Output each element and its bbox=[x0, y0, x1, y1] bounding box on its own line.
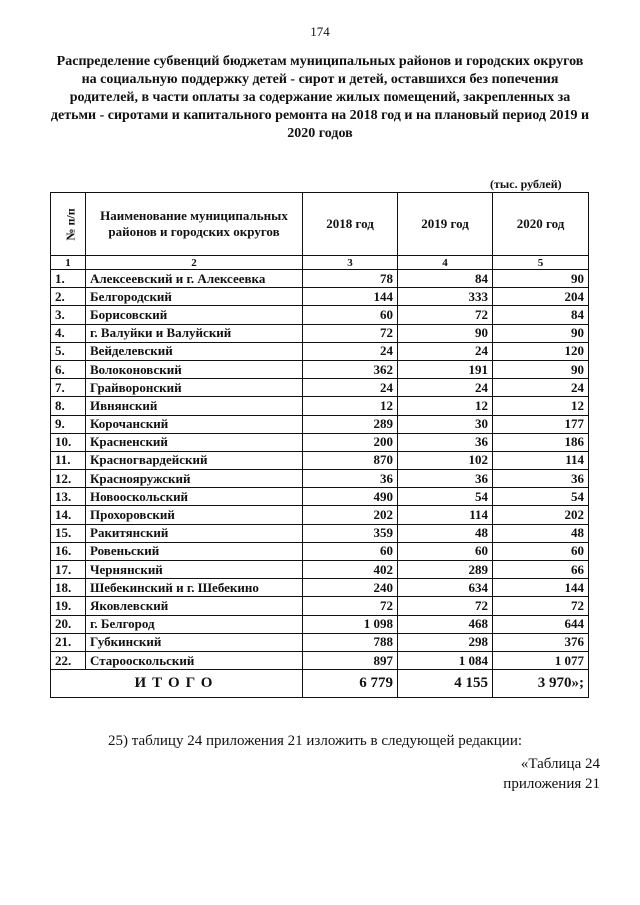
row-number: 4. bbox=[51, 324, 86, 342]
value-2019: 24 bbox=[398, 342, 493, 360]
table-header-row bbox=[51, 193, 589, 256]
value-2020: 48 bbox=[493, 524, 589, 542]
column-number: 5 bbox=[493, 256, 589, 270]
district-name: Алексеевский и г. Алексеевка bbox=[86, 270, 303, 288]
column-number: 3 bbox=[303, 256, 398, 270]
header-name: Наименование муниципальных районов и городских округов bbox=[86, 193, 303, 256]
column-numbers-row bbox=[51, 256, 589, 270]
district-name: Старооскольский bbox=[86, 651, 303, 669]
row-number: 14. bbox=[51, 506, 86, 524]
amendment-note: 25) таблицу 24 приложения 21 изложить в следующей редакции: bbox=[108, 733, 523, 749]
table-row bbox=[51, 288, 589, 306]
row-number: 2. bbox=[51, 288, 86, 306]
table-row bbox=[51, 360, 589, 378]
value-2020: 54 bbox=[493, 488, 589, 506]
value-2020: 84 bbox=[493, 306, 589, 324]
district-name: Яковлевский bbox=[86, 597, 303, 615]
row-number: 10. bbox=[51, 433, 86, 451]
value-2019: 191 bbox=[398, 360, 493, 378]
value-2018: 200 bbox=[303, 433, 398, 451]
value-2019: 298 bbox=[398, 633, 493, 651]
row-number: 1. bbox=[51, 270, 86, 288]
value-2020: 90 bbox=[493, 270, 589, 288]
district-name: Ракитянский bbox=[86, 524, 303, 542]
table-row bbox=[51, 633, 589, 651]
value-2020: 12 bbox=[493, 397, 589, 415]
district-name: Корочанский bbox=[86, 415, 303, 433]
value-2020: 120 bbox=[493, 342, 589, 360]
value-2018: 36 bbox=[303, 470, 398, 488]
district-name: Шебекинский и г. Шебекино bbox=[86, 579, 303, 597]
row-number: 5. bbox=[51, 342, 86, 360]
row-number: 18. bbox=[51, 579, 86, 597]
value-2018: 24 bbox=[303, 342, 398, 360]
value-2020: 204 bbox=[493, 288, 589, 306]
value-2019: 90 bbox=[398, 324, 493, 342]
table-row bbox=[51, 579, 589, 597]
value-2019: 1 084 bbox=[398, 651, 493, 669]
table-row bbox=[51, 542, 589, 560]
value-2018: 490 bbox=[303, 488, 398, 506]
district-name: Грайворонский bbox=[86, 379, 303, 397]
table-row bbox=[51, 651, 589, 669]
value-2019: 102 bbox=[398, 451, 493, 469]
table-row bbox=[51, 506, 589, 524]
column-number: 2 bbox=[86, 256, 303, 270]
header-2020: 2020 год bbox=[493, 193, 589, 256]
value-2019: 114 bbox=[398, 506, 493, 524]
value-2018: 72 bbox=[303, 597, 398, 615]
value-2018: 78 bbox=[303, 270, 398, 288]
value-2019: 468 bbox=[398, 615, 493, 633]
row-number: 19. bbox=[51, 597, 86, 615]
table-row bbox=[51, 379, 589, 397]
total-2019: 4 155 bbox=[398, 670, 493, 698]
header-2018: 2018 год bbox=[303, 193, 398, 256]
district-name: Красненский bbox=[86, 433, 303, 451]
value-2019: 72 bbox=[398, 306, 493, 324]
district-name: Чернянский bbox=[86, 561, 303, 579]
value-2019: 634 bbox=[398, 579, 493, 597]
row-number: 15. bbox=[51, 524, 86, 542]
value-2018: 897 bbox=[303, 651, 398, 669]
value-2018: 12 bbox=[303, 397, 398, 415]
value-2019: 24 bbox=[398, 379, 493, 397]
value-2018: 362 bbox=[303, 360, 398, 378]
value-2018: 144 bbox=[303, 288, 398, 306]
table-row bbox=[51, 615, 589, 633]
district-name: Губкинский bbox=[86, 633, 303, 651]
value-2019: 36 bbox=[398, 470, 493, 488]
table-row bbox=[51, 488, 589, 506]
value-2018: 240 bbox=[303, 579, 398, 597]
district-name: Борисовский bbox=[86, 306, 303, 324]
total-2020: 3 970»; bbox=[493, 670, 589, 698]
value-2018: 289 bbox=[303, 415, 398, 433]
value-2018: 24 bbox=[303, 379, 398, 397]
district-name: Белгородский bbox=[86, 288, 303, 306]
total-label: ИТОГО bbox=[51, 670, 303, 698]
header-2019: 2019 год bbox=[398, 193, 493, 256]
table-row bbox=[51, 561, 589, 579]
value-2018: 359 bbox=[303, 524, 398, 542]
row-number: 7. bbox=[51, 379, 86, 397]
row-number: 9. bbox=[51, 415, 86, 433]
value-2020: 644 bbox=[493, 615, 589, 633]
value-2019: 84 bbox=[398, 270, 493, 288]
value-2020: 60 bbox=[493, 542, 589, 560]
row-number: 22. bbox=[51, 651, 86, 669]
units-label: (тыс. рублей) bbox=[490, 177, 562, 191]
total-row bbox=[51, 670, 589, 698]
row-number: 20. bbox=[51, 615, 86, 633]
value-2020: 90 bbox=[493, 360, 589, 378]
table-row bbox=[51, 433, 589, 451]
value-2020: 24 bbox=[493, 379, 589, 397]
row-number: 11. bbox=[51, 451, 86, 469]
value-2019: 48 bbox=[398, 524, 493, 542]
page-number: 174 bbox=[310, 24, 330, 39]
row-number: 12. bbox=[51, 470, 86, 488]
value-2019: 289 bbox=[398, 561, 493, 579]
value-2020: 376 bbox=[493, 633, 589, 651]
value-2018: 788 bbox=[303, 633, 398, 651]
row-number: 3. bbox=[51, 306, 86, 324]
row-number: 6. bbox=[51, 360, 86, 378]
table-row bbox=[51, 470, 589, 488]
value-2018: 72 bbox=[303, 324, 398, 342]
value-2020: 36 bbox=[493, 470, 589, 488]
table-row bbox=[51, 324, 589, 342]
value-2019: 30 bbox=[398, 415, 493, 433]
table-row bbox=[51, 415, 589, 433]
value-2018: 60 bbox=[303, 306, 398, 324]
column-number: 4 bbox=[398, 256, 493, 270]
value-2019: 12 bbox=[398, 397, 493, 415]
district-name: Новооскольский bbox=[86, 488, 303, 506]
table-row bbox=[51, 597, 589, 615]
value-2019: 72 bbox=[398, 597, 493, 615]
row-number: 13. bbox=[51, 488, 86, 506]
row-number: 16. bbox=[51, 542, 86, 560]
value-2018: 1 098 bbox=[303, 615, 398, 633]
row-number: 21. bbox=[51, 633, 86, 651]
district-name: г. Валуйки и Валуйский bbox=[86, 324, 303, 342]
table-reference: «Таблица 24 bbox=[520, 756, 600, 772]
value-2019: 60 bbox=[398, 542, 493, 560]
value-2020: 90 bbox=[493, 324, 589, 342]
district-name: Волоконовский bbox=[86, 360, 303, 378]
value-2020: 72 bbox=[493, 597, 589, 615]
subvention-table bbox=[50, 192, 589, 698]
value-2018: 402 bbox=[303, 561, 398, 579]
district-name: Ровеньский bbox=[86, 542, 303, 560]
district-name: г. Белгород bbox=[86, 615, 303, 633]
value-2019: 333 bbox=[398, 288, 493, 306]
value-2020: 177 bbox=[493, 415, 589, 433]
table-body bbox=[51, 270, 589, 670]
value-2020: 144 bbox=[493, 579, 589, 597]
value-2020: 202 bbox=[493, 506, 589, 524]
district-name: Вейделевский bbox=[86, 342, 303, 360]
total-2018: 6 779 bbox=[303, 670, 398, 698]
value-2019: 36 bbox=[398, 433, 493, 451]
value-2018: 202 bbox=[303, 506, 398, 524]
value-2020: 66 bbox=[493, 561, 589, 579]
header-number: № п/п bbox=[51, 193, 86, 256]
district-name: Красногвардейский bbox=[86, 451, 303, 469]
value-2019: 54 bbox=[398, 488, 493, 506]
district-name: Ивнянский bbox=[86, 397, 303, 415]
table-row bbox=[51, 397, 589, 415]
row-number: 8. bbox=[51, 397, 86, 415]
value-2018: 870 bbox=[303, 451, 398, 469]
district-name: Краснояружский bbox=[86, 470, 303, 488]
value-2020: 186 bbox=[493, 433, 589, 451]
appendix-reference: приложения 21 bbox=[503, 776, 600, 792]
table-row bbox=[51, 306, 589, 324]
district-name: Прохоровский bbox=[86, 506, 303, 524]
document-title: Распределение субвенций бюджетам муниципальных районов и городских округов на социальную поддержку детей - сирот и детей, оставшихся без попечения родителей, в части оплаты за содержание жилых помещений, закрепленных за детьми - сиротами и капитального ремонта на 2018 год и на плановый период 2019 и 2020 годов bbox=[50, 54, 590, 141]
value-2018: 60 bbox=[303, 542, 398, 560]
table-row bbox=[51, 270, 589, 288]
value-2020: 1 077 bbox=[493, 651, 589, 669]
table-row bbox=[51, 524, 589, 542]
row-number: 17. bbox=[51, 561, 86, 579]
table-row bbox=[51, 451, 589, 469]
column-number: 1 bbox=[51, 256, 86, 270]
table-row bbox=[51, 342, 589, 360]
value-2020: 114 bbox=[493, 451, 589, 469]
